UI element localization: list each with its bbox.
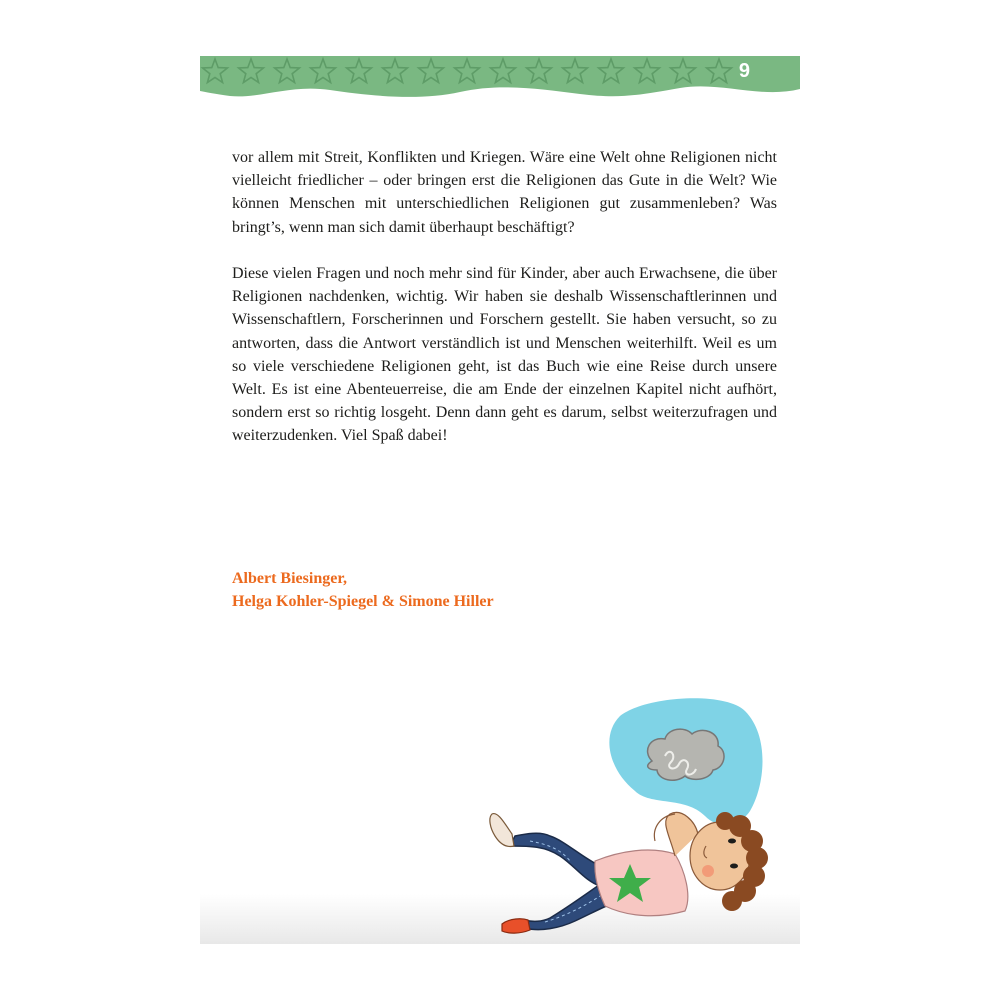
author-signature: [232, 567, 494, 613]
girl-daydreaming-illustration: [470, 696, 790, 936]
author-line-1: Albert Biesinger,: [232, 570, 347, 587]
header-band: [200, 56, 800, 102]
cheek: [702, 865, 714, 877]
paragraph-1: vor allem mit Streit, Konflikten und Kriegen. Wäre eine Welt ohne Religionen nicht vielleicht friedlicher – oder bringen erst die Religionen das Gute in die Welt? Wie können Menschen mit unterschiedlichen Religionen gut zusammenleben? Was bringt’s, wenn man sich damit überhaupt beschäftigt?: [232, 149, 777, 236]
paragraph-2: Diese vielen Fragen und noch mehr sind für Kinder, aber auch Erwachsene, die über Religionen nachdenken, wichtig. Wir haben sie deshalb Wissenschaftlerinnen und Wissenschaftlern, Forscherinnen und Forschern gestellt. Sie haben versucht, so zu antworten, dass die Antwort verständlich ist und Menschen weiterhilft. Weil es um so viele verschiedene Religionen geht, ist das Buch wie eine Reise durch unsere Welt. Es ist eine Abenteuerreise, die am Ende der einzelnen Kapitel nicht aufhört, sondern erst so richtig losgeht. Denn dann geht es darum, selbst weiterzufragen und weiterzudenken. Viel Spaß dabei!: [232, 265, 777, 445]
shoe-icon: [490, 814, 514, 847]
book-page: [200, 56, 800, 944]
body-text: [232, 146, 777, 471]
page-number: 9: [738, 60, 750, 82]
author-line-2: Helga Kohler-Spiegel & Simone Hiller: [232, 593, 494, 610]
shoe-icon: [502, 919, 530, 933]
jeans-upper-leg: [510, 833, 600, 886]
